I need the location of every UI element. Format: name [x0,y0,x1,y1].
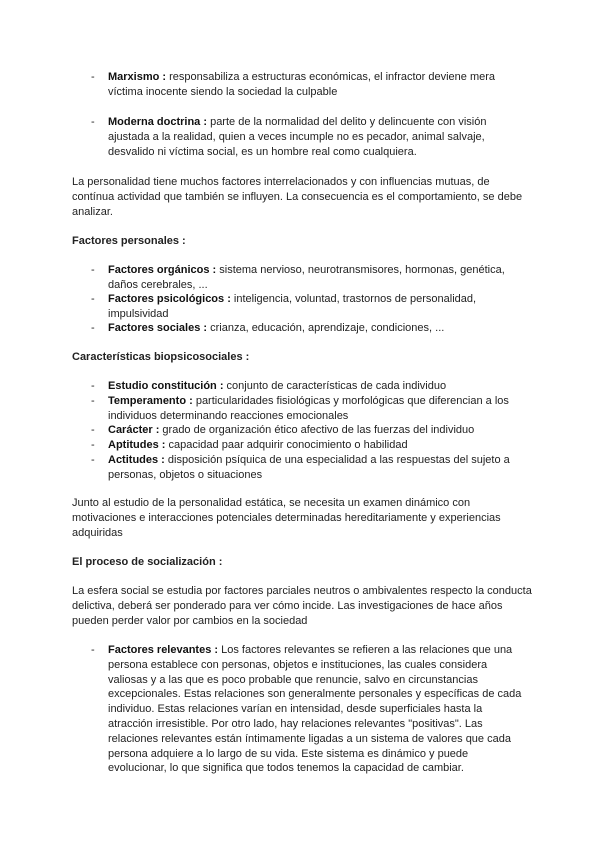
list-item-caracter [91,423,528,438]
item-term: Factores psicológicos : [108,293,231,305]
item-term: Factores relevantes : [108,644,219,656]
paragraph-esfera-social: La esfera social se estudia por factores parciales neutros o ambivalentes respecto la conducta delictiva, deberá ser ponderado para ver cómo incide. Las investigaciones de hace años pueden perder valor por cambios en la sociedad [72,585,532,627]
item-term: Factores sociales : [108,322,208,334]
list-item-moderna-doctrina [91,115,528,159]
bullet: - [91,380,95,392]
item-text: inteligencia, voluntad, trastornos de personalidad, impulsividad [108,293,477,320]
item-term: Aptitudes : [108,439,166,451]
item-term: Moderna doctrina : [108,116,208,128]
list-item-factores-relevantes [91,643,528,776]
item-term: Actitudes : [108,454,165,466]
list-item-organicos [91,263,528,293]
item-text: sistema nervioso, neurotransmisores, hormonas, genética, daños cerebrales, ... [108,264,505,291]
bullet: - [91,264,95,276]
bullet: - [91,322,95,334]
list-item-estudio-constitucion [91,379,528,394]
item-text: crianza, educación, aprendizaje, condiciones, ... [207,322,445,334]
list-item-sociales [91,321,528,336]
list-item-actitudes [91,453,528,483]
bullet: - [91,424,95,436]
item-text: particularidades fisiológicas y morfológicas que diferencian a los individuos determinando reacciones emocionales [108,395,509,422]
list-item-psicologicos [91,292,528,322]
bullet: - [91,644,95,656]
item-text: Los factores relevantes se refieren a las relaciones que una persona establece con personas, objetos e instituciones, las cuales considera valiosas y a las que es poco probable que renuncie, salvo en circunstancias excepcionales. Estas relaciones son generalmente personales y específicas de cada individuo. Estas relaciones varían en intensidad, desde superficiales hasta la atracción irresistible. Por otro lado, hay relaciones relevantes "positivas". Las relaciones relevantes están íntimamente ligadas a un sistema de valores que cada persona adquiere a lo largo de su vida. Este sistema es dinámico y puede evolucionar, lo que significa que todos tenemos la capacidad de cambiar. [108,644,522,775]
list-item-marxismo [91,70,528,100]
list-item-temperamento [91,394,528,424]
item-text: disposición psíquica de una especialidad a las respuestas del sujeto a personas, objetos o situaciones [108,454,510,481]
bullet: - [91,439,95,451]
paragraph-personalidad-estatica: Junto al estudio de la personalidad estática, se necesita un examen dinámico con motivaciones e interacciones potenciales determinadas hereditariamente y experiencias adquiridas [72,497,501,539]
item-term: Carácter : [108,424,160,436]
item-text: parte de la normalidad del delito y delincuente con visión ajustada a la realidad, quien a veces incumple no es pecador, animal salvaje, desvalido ni víctima social, es un hombre real como cualquiera. [108,116,487,158]
bullet: - [91,395,95,407]
item-text: grado de organización ético afectivo de las fuerzas del individuo [159,424,475,436]
item-term: Marxismo : [108,71,167,83]
item-text: capacidad paar adquirir conocimiento o habilidad [165,439,408,451]
item-text: responsabiliza a estructuras económicas, el infractor deviene mera víctima inocente siendo la sociedad la culpable [108,71,496,98]
item-term: Factores orgánicos : [108,264,217,276]
item-term: Temperamento : [108,395,193,407]
bullet: - [91,116,95,128]
heading-factores-personales: Factores personales : [72,235,186,247]
bullet: - [91,293,95,305]
heading-caracteristicas: Características biopsicosociales : [72,351,250,363]
heading-socializacion: El proceso de socialización : [72,556,223,568]
bullet: - [91,454,95,466]
list-item-aptitudes [91,438,528,453]
bullet: - [91,71,95,83]
item-text: conjunto de características de cada individuo [223,380,447,392]
paragraph-personalidad: La personalidad tiene muchos factores interrelacionados y con influencias mutuas, de contínua actividad que también se influyen. La consecuencia es el comportamiento, se debe analizar. [72,176,523,218]
item-term: Estudio constitución : [108,380,224,392]
